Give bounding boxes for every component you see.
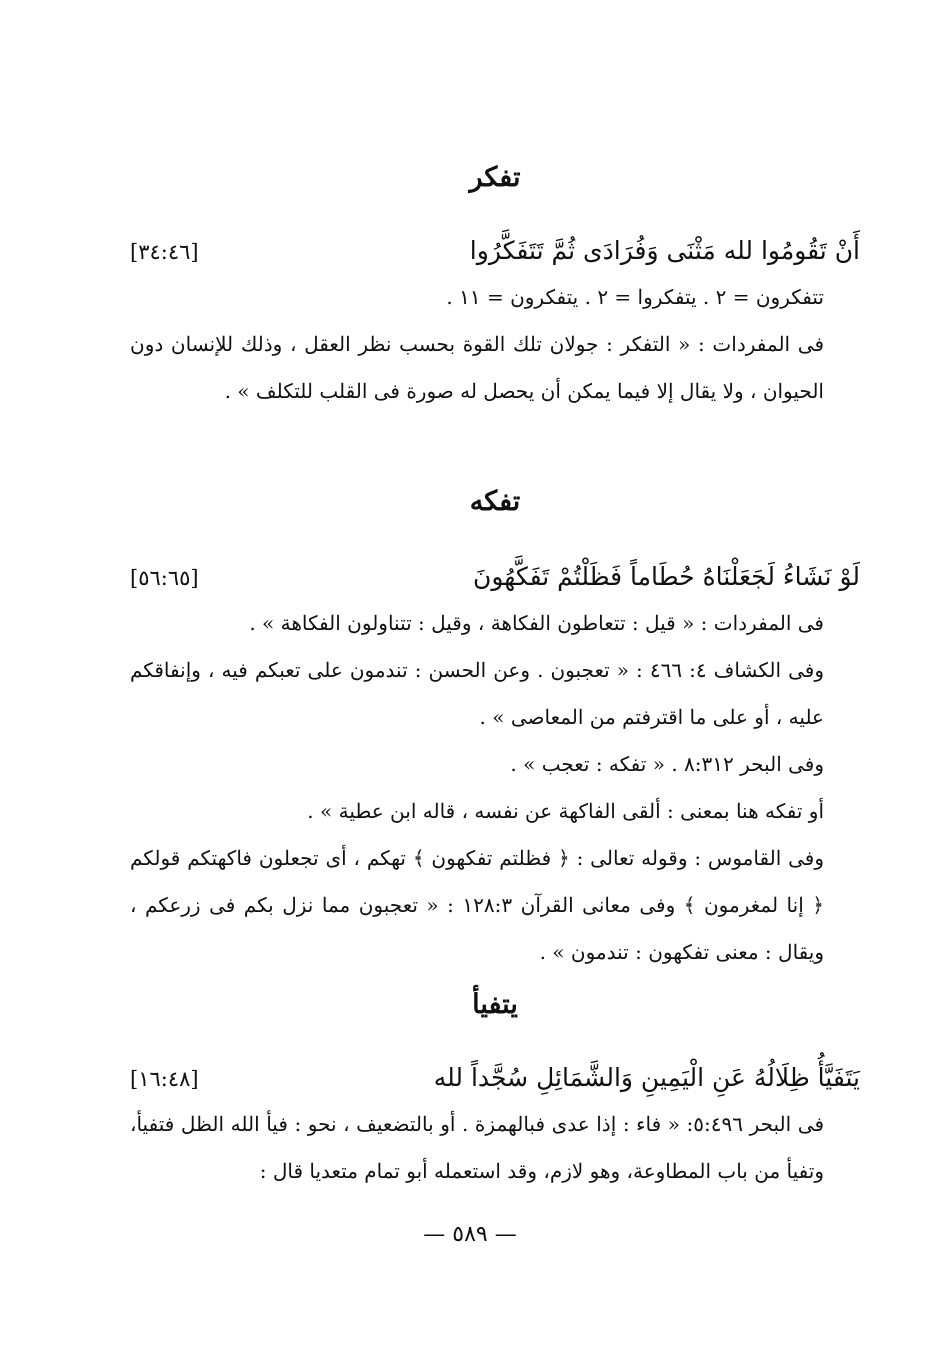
entry-tafakkah (130, 482, 860, 976)
quran-verse: يَتَفَيَّأُ ظِلَالُهُ عَنِ الْيَمِينِ وَالشَّمَائِلِ سُجَّداً لله (433, 1063, 860, 1092)
quran-verse: لَوْ نَشَاءُ لَجَعَلْنَاهُ حُطَاماً فَظَلْتُمْ تَفَكَّهُونَ (473, 562, 860, 591)
entry-heading: تفكه (469, 486, 521, 517)
entry-heading: يتفيأ (472, 989, 518, 1020)
kashshaf-paragraph: وفى الكشاف ٤: ٤٦٦ : « تعجبون . وعن الحسن : تندمون على تعبكم فيه ، وإنفاقكم عليه ، أو على ما اقترفتم من المعاصى » . (130, 658, 824, 729)
quran-verse-row (130, 554, 860, 600)
verse-reference: [١٦:٤٨] (130, 1067, 199, 1091)
entry-heading: تفكر (469, 162, 521, 193)
mufradat-line: فى المفردات : « قيل : تتعاطون الفكاهة ، وقيل : تتناولون الفكاهة » . (249, 611, 824, 635)
bahr-line: وفى البحر ٨:٣١٢ . « تفكه : تعجب » . (510, 752, 824, 776)
quran-verse-row (130, 228, 860, 274)
quran-verse: أَنْ تَقُومُوا لله مَثْنَى وَفُرَادَى ثُمَّ تَتَفَكَّرُوا (469, 236, 860, 265)
verse-reference: [٥٦:٦٥] (130, 566, 199, 590)
entry-yatafayya (130, 985, 860, 1195)
count-line: تتفكرون = ٢ . يتفكروا = ٢ . يتفكرون = ١١ . (446, 285, 824, 309)
entry-tafakkar (130, 158, 860, 415)
page-number: — ٥٨٩ — (423, 1222, 517, 1247)
quran-verse-row (130, 1055, 860, 1101)
bahr-paragraph: فى البحر ٥:٤٩٦: « فاء : إذا عدى فبالهمزة . أو بالتضعيف ، نحو : فيأ الله الظل فتفيأ، وتفيأ من باب المطاوعة، وهو لازم، وقد استعمله أبو تمام متعديا قال : (130, 1112, 825, 1183)
ibn-atiyya-line: أو تفكه هنا بمعنى : ألقى الفاكهة عن نفسه ، قاله ابن عطية » . (307, 799, 824, 823)
qamus-paragraph: وفى القاموس : وقوله تعالى : ﴿ فظلتم تفكهون ﴾ تهكم ، أى تجعلون فاكهتكم قولكم ﴿ إنا لمغرمون ﴾ وفى معانى القرآن ١٢٨:٣ : « تعجبون مما نزل بكم فى زرعكم ، ويقال : معنى تفكهون : تندمون » . (130, 846, 824, 964)
verse-reference: [٣٤:٤٦] (130, 240, 199, 264)
commentary-paragraph: فى المفردات : « التفكر : جولان تلك القوة بحسب نظر العقل ، وذلك للإنسان دون الحيوان ، ولا يقال إلا فيما يمكن أن يحصل له صورة فى القلب للتكلف » . (130, 332, 824, 403)
